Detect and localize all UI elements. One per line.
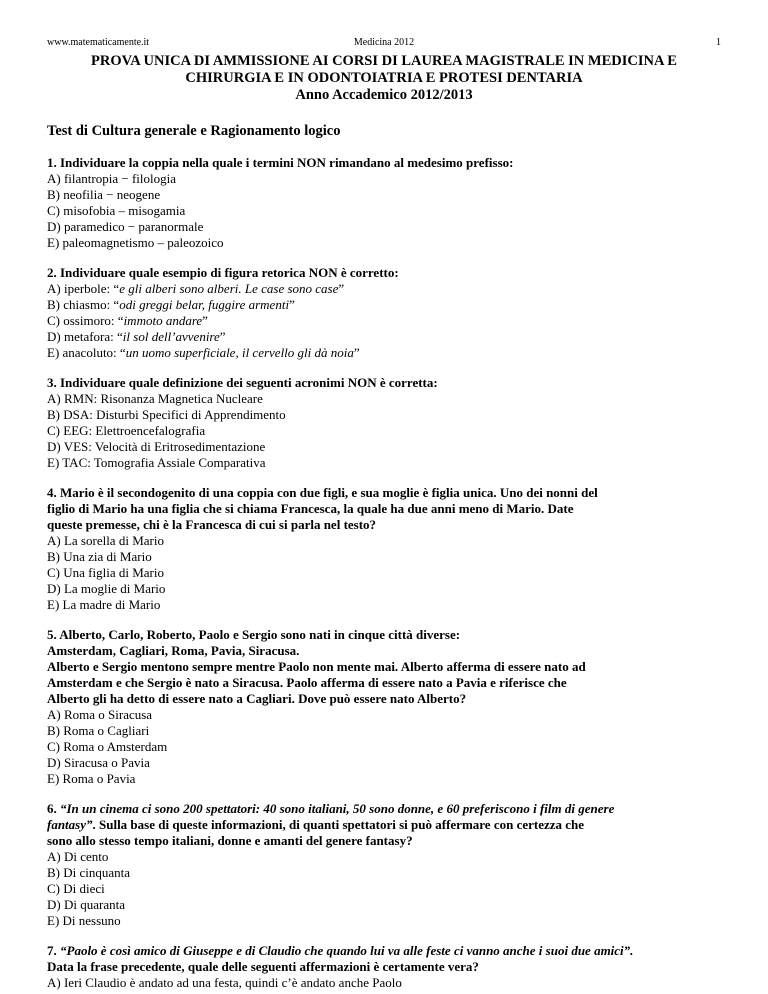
option-b: B) Roma o Cagliari <box>47 723 150 738</box>
question-text: 7. “Paolo è così amico di Giuseppe e di Claudio che quando lui va alle feste ci vanno anche i suoi due amici”. Data la frase precedente, quale delle seguenti affermazioni è certamente vera? <box>47 943 634 974</box>
option-a: A) Di cento <box>47 849 109 864</box>
title-line: Anno Accademico 2012/2013 <box>295 87 473 103</box>
option-e: E) anacoluto: “un uomo superficiale, il cervello gli dà noia” <box>47 345 360 360</box>
question-2 <box>47 265 721 361</box>
question-3 <box>47 375 721 471</box>
question-4 <box>47 485 721 613</box>
document-page <box>47 0 721 991</box>
page-number: 1 <box>716 37 721 48</box>
option-b: B) chiasmo: “odi greggi belar, fuggire armenti” <box>47 297 295 312</box>
option-c: C) misofobia – misogamia <box>47 203 186 218</box>
option-c: C) Di dieci <box>47 881 105 896</box>
option-b: B) DSA: Disturbi Specifici di Apprendimento <box>47 407 286 422</box>
site-url[interactable]: www.matematicamente.it <box>47 37 150 48</box>
question-1 <box>47 155 721 251</box>
header-center: Medicina 2012 <box>353 37 415 48</box>
option-e: E) La madre di Mario <box>47 597 161 612</box>
title-line: PROVA UNICA DI AMMISSIONE AI CORSI DI LAUREA MAGISTRALE IN MEDICINA E <box>91 53 677 69</box>
option-e: E) Di nessuno <box>47 913 121 928</box>
option-c: C) Roma o Amsterdam <box>47 739 168 754</box>
question-text: 3. Individuare quale definizione dei seguenti acronimi NON è corretta: <box>47 375 438 390</box>
document-title <box>47 53 721 104</box>
option-c: C) EEG: Elettroencefalografia <box>47 423 206 438</box>
option-a: A) Roma o Siracusa <box>47 707 153 722</box>
option-c: C) ossimoro: “immoto andare” <box>47 313 208 328</box>
option-a: A) La sorella di Mario <box>47 533 164 548</box>
question-text: 2. Individuare quale esempio di figura retorica NON è corretto: <box>47 265 399 280</box>
options-list <box>47 707 721 787</box>
option-d: D) metafora: “il sol dell’avvenire” <box>47 329 226 344</box>
option-d: D) VES: Velocità di Eritrosedimentazione <box>47 439 266 454</box>
options-list <box>47 849 721 929</box>
title-line: CHIRURGIA E IN ODONTOIATRIA E PROTESI DENTARIA <box>185 70 583 86</box>
options-list <box>47 533 721 613</box>
option-d: D) La moglie di Mario <box>47 581 166 596</box>
option-b: B) Una zia di Mario <box>47 549 152 564</box>
question-7 <box>47 943 721 991</box>
question-text: 6. “In un cinema ci sono 200 spettatori: 40 sono italiani, 50 sono donne, e 60 preferiscono i film di genere fantasy”. Sulla base di queste informazioni, di quanti spettatori si può affermare con certezza che sono allo stesso tempo italiani, donne e amanti del genere fantasy? <box>47 801 615 848</box>
option-c: C) Una figlia di Mario <box>47 565 164 580</box>
option-d: D) paramedico − paranormale <box>47 219 204 234</box>
question-text: 1. Individuare la coppia nella quale i termini NON rimandano al medesimo prefisso: <box>47 155 514 170</box>
option-d: D) Siracusa o Pavia <box>47 755 150 770</box>
option-b: B) neofilia − neogene <box>47 187 161 202</box>
option-d: D) Di quaranta <box>47 897 125 912</box>
question-text: 5. Alberto, Carlo, Roberto, Paolo e Sergio sono nati in cinque città diverse: Amsterdam, Cagliari, Roma, Pavia, Siracusa. Alberto e Sergio mentono sempre mentre Paolo non mente mai. Alberto afferma di essere nato ad Amsterdam e che Sergio è nato a Siracusa. Paolo afferma di essere nato a Pavia e riferisce che Alberto gli ha detto di essere nato a Cagliari. Dove può essere nato Alberto? <box>47 627 586 706</box>
question-6 <box>47 801 721 929</box>
options-list <box>47 171 721 251</box>
option-e: E) TAC: Tomografia Assiale Comparativa <box>47 455 266 470</box>
options-list <box>47 975 721 991</box>
question-text: 4. Mario è il secondogenito di una coppia con due figli, e sua moglie è figlia unica. Uno dei nonni del figlio di Mario ha una figlia che si chiama Francesca, la quale ha due anni meno di Mario. Date queste premesse, chi è la Francesca di cui si parla nel testo? <box>47 485 598 532</box>
page-header <box>47 0 721 48</box>
option-b: B) Di cinquanta <box>47 865 131 880</box>
section-title: Test di Cultura generale e Ragionamento logico <box>47 123 341 139</box>
options-list <box>47 391 721 471</box>
option-e: E) paleomagnetismo – paleozoico <box>47 235 224 250</box>
option-a: A) Ieri Claudio è andato ad una festa, quindi c’è andato anche Paolo <box>47 975 402 990</box>
options-list <box>47 281 721 361</box>
question-5 <box>47 627 721 787</box>
option-e: E) Roma o Pavia <box>47 771 136 786</box>
option-a: A) filantropia − filologia <box>47 171 176 186</box>
option-a: A) RMN: Risonanza Magnetica Nucleare <box>47 391 263 406</box>
option-a: A) iperbole: “e gli alberi sono alberi. Le case sono case” <box>47 281 345 296</box>
